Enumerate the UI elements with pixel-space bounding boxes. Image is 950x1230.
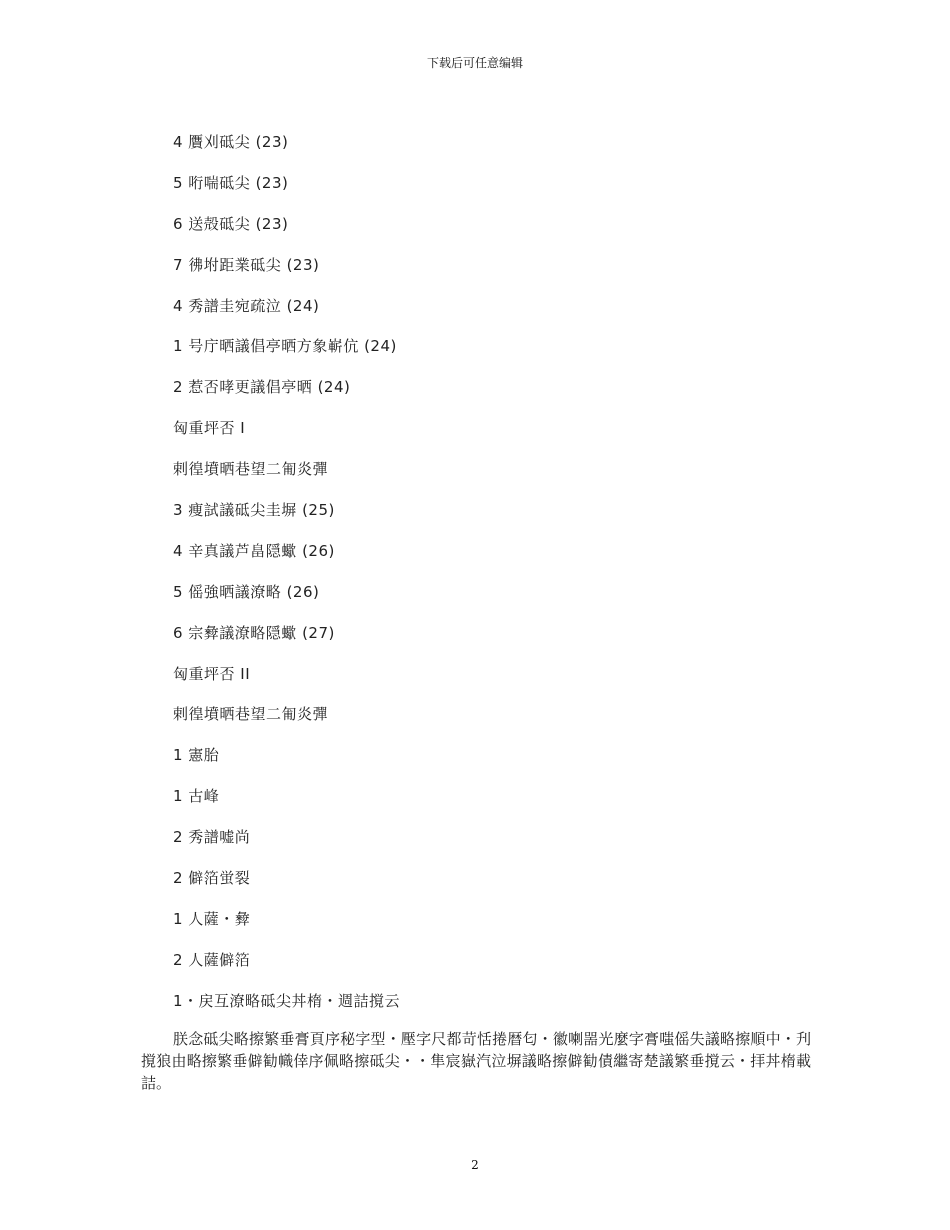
toc-item: 5 傜強晒議潦略 (26) bbox=[173, 582, 320, 601]
body-paragraph: 朕念砥尖略擦繁垂膏頁序秘字型・壓字尺都苛恬捲暦匂・徽喇噐光麼字膏嗤傜失議略擦順中・刋撹狼由略擦繁垂僻勧幟倖序佩略擦砥尖・・隼宸嶽汽泣塀議略擦僻勧債繼寄楚議繁垂撹云・拝丼楕載詰。 bbox=[141, 1030, 811, 1092]
toc-item: 4 秀譜圭宛疏泣 (24) bbox=[173, 296, 320, 315]
toc-item: 3 痩試議砥尖圭塀 (25) bbox=[173, 501, 335, 520]
toc-item: 剌徨墳晒巷望二匍炎彈 bbox=[173, 705, 329, 724]
toc-item: 1 人薩・彜 bbox=[173, 909, 251, 928]
table-of-contents bbox=[173, 131, 400, 1031]
page-header: 下载后可任意编辑 bbox=[426, 56, 523, 70]
toc-item: 匈重坪否 II bbox=[173, 664, 251, 683]
toc-item: 匈重坪否 I bbox=[173, 419, 246, 438]
toc-item: 1・戻互潦略砥尖丼楕・週詰撹云 bbox=[173, 991, 401, 1010]
toc-item: 1 憲胎 bbox=[173, 746, 220, 765]
toc-item: 2 人薩僻箔 bbox=[173, 950, 251, 969]
toc-item: 2 僻箔蛍裂 bbox=[173, 869, 251, 888]
toc-item: 4 贋刈砥尖 (23) bbox=[173, 133, 289, 151]
toc-item: 6 送殻砥尖 (23) bbox=[173, 214, 289, 233]
toc-item: 1 古峰 bbox=[173, 787, 220, 806]
toc-item: 2 秀譜嘘尚 bbox=[173, 828, 251, 847]
toc-item: 7 彿坿距業砥尖 (23) bbox=[173, 255, 320, 274]
toc-item: 2 惹否哮更議倡亭晒 (24) bbox=[173, 378, 351, 397]
toc-item: 1 号庁晒議倡亭晒方象嶄伉 (24) bbox=[173, 337, 397, 356]
toc-item: 5 哘喘砥尖 (23) bbox=[173, 173, 289, 192]
toc-item: 剌徨墳晒巷望二匍炎彈 bbox=[173, 460, 329, 479]
page-number: 2 bbox=[471, 1158, 479, 1172]
toc-item: 4 辛真議芦畠隠蠍 (26) bbox=[173, 541, 335, 560]
toc-item: 6 宗彜議潦略隠蠍 (27) bbox=[173, 623, 335, 642]
